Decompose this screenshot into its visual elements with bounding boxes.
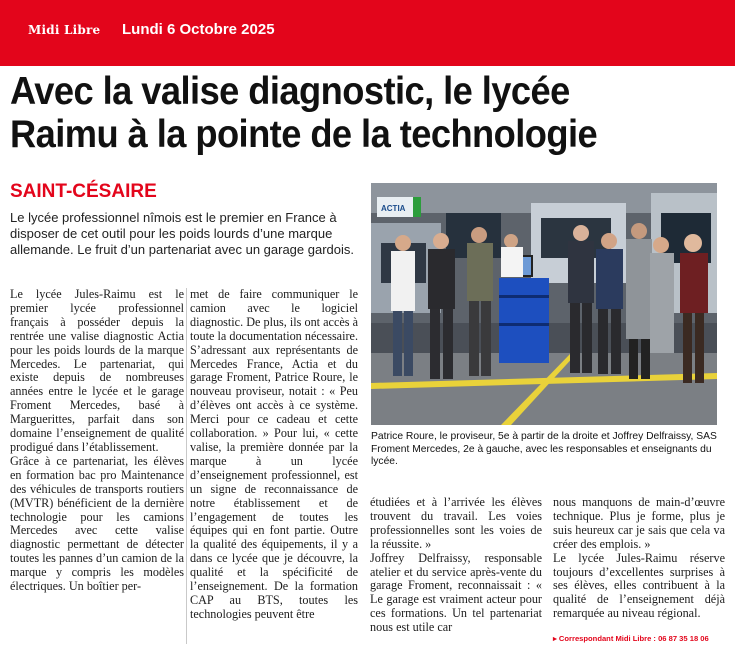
- article-column-3: [370, 496, 542, 635]
- banner-text: ACTIA: [381, 204, 406, 213]
- header-bar: [0, 0, 735, 66]
- masthead-logo[interactable]: Midi Libre: [28, 23, 101, 37]
- article-column-2: [190, 288, 358, 622]
- paragraph: met de faire communiquer le camion avec le logiciel diagnostic. De plus, ils ont accès à toute la documentation nécessaire. S’adressant aux représentants de Mercedes France, Actia et du garage Froment, Patrice Roure, le nouveau proviseur, notait : « Peu d’élèves ont accès à ce système. Merci pour ce cadeau et cette collaboration. » Pour lui, « cette valise, la première donnée par la marque à un lycée d’enseignement professionnel, est un signe de reconnaissance de notre établissement et de l’engagement de toutes les équipes qui en font partie. Outre la qualité des équipements, il y a dans ce lycée que je découvre, la qualité et la spécificité de l’enseignement. De la formation CAP au BTS, toutes les technologies peuvent être: [190, 287, 358, 621]
- paragraph: nous manquons de main-d’œuvre technique. Plus je forme, plus je suis heureux car je sais que cela va créer des emplois. »: [553, 495, 725, 551]
- paragraph: Le lycée Jules-Raimu est le premier lycée professionnel français à posséder depuis la rentrée une valise diagnostic Actia pour les poids lourds de la marque Mercedes. Le partenariat, qui existe depuis de nombreuses années entre le lycée et le garage Froment Mercedes, basé à Marguerittes, parfait dans son domaine l’enseignement de qualité prodigué dans l’établissement.: [10, 287, 184, 454]
- paragraph: étudiées et à l’arrivée les élèves trouvent du travail. Les voies professionnelles sont les voies de la réussite. »: [370, 495, 542, 551]
- article-headline: Avec la valise diagnostic, le lycée Raimu à la pointe de la technologie: [10, 70, 598, 156]
- credit-text: Correspondant Midi Libre : 06 87 35 18 06: [558, 634, 709, 643]
- column-divider: [186, 288, 187, 644]
- article-column-1: [10, 288, 184, 594]
- author-credit: [553, 634, 709, 643]
- photo-caption: Patrice Roure, le proviseur, 5e à partir de la droite et Joffrey Delfraissy, SAS Froment Mercedes, 2e à gauche, avec les responsables et enseignants du lycée.: [371, 431, 717, 468]
- article-column-4: [553, 496, 725, 621]
- workshop-group-photo: [371, 183, 717, 425]
- paragraph: Joffrey Delfraissy, responsable atelier et du service après-vente du garage Froment, reconnaissait : « Le garage est vraiment acteur pour ces formations. Un tel partenariat nous est utile car: [370, 550, 542, 635]
- paragraph: Le lycée Jules-Raimu réserve toujours d’excellentes surprises à ses élèves, elles contribuent à la qualité de l’enseignement déjà remarquée au niveau régional.: [553, 550, 725, 621]
- article-photo[interactable]: [371, 183, 717, 425]
- article-lead: Le lycée professionnel nîmois est le premier en France à disposer de cet outil pour les poids lourds d’une marque allemande. Le fruit d’un partenariat avec un garage gardois.: [10, 210, 354, 257]
- article-location: SAINT-CÉSAIRE: [10, 181, 157, 202]
- issue-date: Lundi 6 Octobre 2025: [122, 21, 275, 38]
- credit-arrow-icon: ▸: [553, 634, 559, 643]
- paragraph: Grâce à ce partenariat, les élèves en formation bac pro Maintenance des véhicules de transports routiers (MVTR) bénéficient de la dernière technologie pour les camions Mercedes avec cette valise diagnostic permettant de détecter toutes les pannes d’un camion de la marque y compris les modèles électriques. Un boîtier per-: [10, 453, 184, 594]
